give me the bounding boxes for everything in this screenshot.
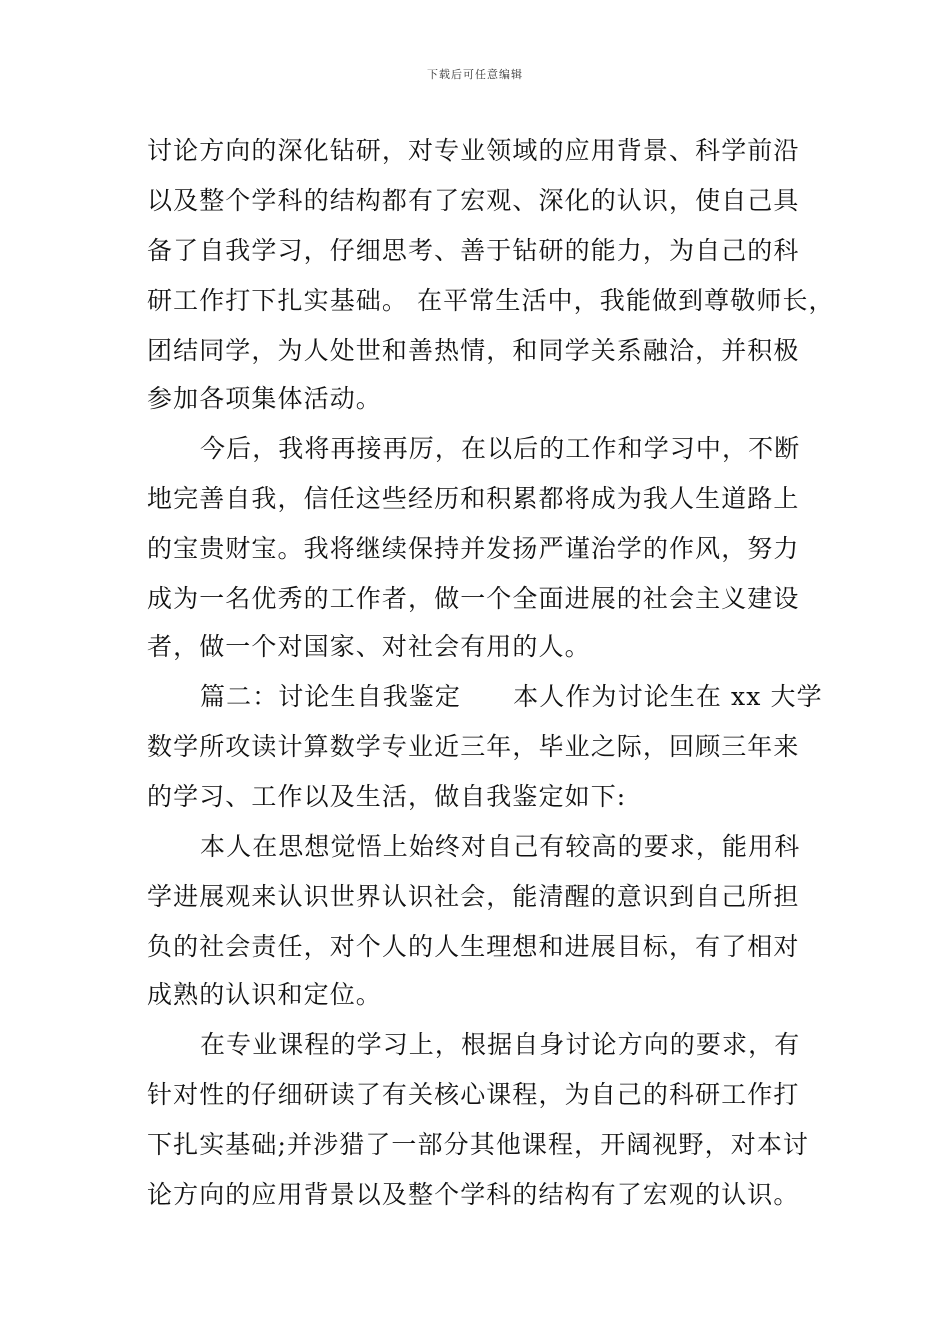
- text-line: 的宝贵财宝。我将继续保持并发扬严谨治学的作风，努力: [147, 534, 800, 563]
- text-line: 参加各项集体活动。: [147, 384, 382, 413]
- text-line: 以及整个学科的结构都有了宏观、深化的认识，使自己具: [147, 186, 800, 215]
- text-line: 的学习、工作以及生活，做自我鉴定如下:: [147, 782, 627, 811]
- text-line: 者，做一个对国家、对社会有用的人。: [147, 632, 591, 661]
- text-line: 今后，我将再接再厉，在以后的工作和学习中，不断: [200, 434, 801, 463]
- text-line: 论方向的应用背景以及整个学科的结构有了宏观的认识。: [147, 1180, 800, 1209]
- page-header: 下载后可任意编辑: [427, 68, 523, 81]
- text-line: 讨论方向的深化钻研，对专业领域的应用背景、科学前沿: [147, 136, 800, 165]
- text-line: 成熟的认识和定位。: [147, 980, 382, 1009]
- text-line: 本人在思想觉悟上始终对自己有较高的要求，能用科: [200, 832, 801, 861]
- text-line: 数学所攻读计算数学专业近三年，毕业之际，回顾三年来: [147, 732, 800, 761]
- text-line: 在专业课程的学习上，根据自身讨论方向的要求，有: [200, 1030, 801, 1059]
- text-line: 研工作打下扎实基础。 在平常生活中，我能做到尊敬师长，: [147, 286, 835, 315]
- text-line: 备了自我学习，仔细思考、善于钻研的能力，为自己的科: [147, 236, 800, 265]
- text-line: 针对性的仔细研读了有关核心课程，为自己的科研工作打: [147, 1080, 800, 1109]
- text-line: 地完善自我，信任这些经历和积累都将成为我人生道路上: [147, 484, 800, 513]
- section-heading-line: 篇二：讨论生自我鉴定 本人作为讨论生在 xx 大学: [200, 682, 823, 711]
- text-line: 成为一名优秀的工作者，做一个全面进展的社会主义建设: [147, 584, 800, 613]
- text-line: 学进展观来认识世界认识社会，能清醒的意识到自己所担: [147, 882, 800, 911]
- text-line: 负的社会责任，对个人的人生理想和进展目标，有了相对: [147, 932, 800, 961]
- text-line: 团结同学，为人处世和善热情，和同学关系融洽，并积极: [147, 336, 800, 365]
- text-line: 下扎实基础;并涉猎了一部分其他课程，开阔视野，对本讨: [147, 1130, 810, 1159]
